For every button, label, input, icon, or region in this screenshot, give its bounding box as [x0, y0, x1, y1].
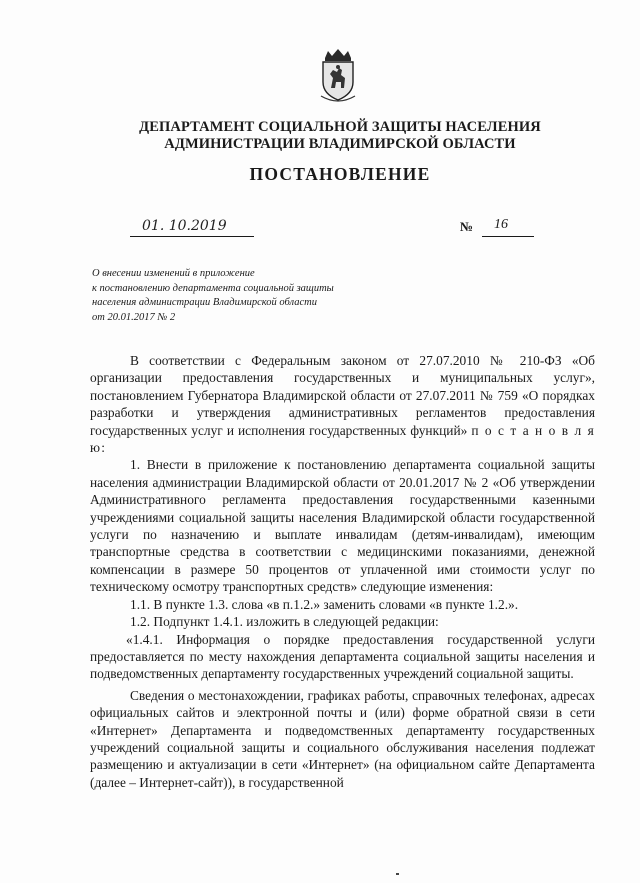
- subject-line: от 20.01.2017 № 2: [92, 311, 176, 323]
- document-number: 16: [494, 217, 508, 232]
- document-date: 01. 10.2019: [142, 218, 227, 234]
- decree-word: п о с т а н о в л я ю:: [90, 422, 595, 456]
- document-type-title: ПОСТАНОВЛЕНИЕ: [249, 164, 431, 184]
- preamble-paragraph: [90, 352, 595, 456]
- subject-line: О внесении изменений в приложение: [92, 268, 255, 279]
- item-1-paragraph: 1. Внести в приложение к постановлению департамента социальной защиты населения администрации Владимирской области от 20.01.2017 № 2 «Об утверждении Административного регламента предоставления государственными казенными учреждениями социальной защиты населения Владимирской области государственной услуги по назначению и выплате инвалидам (детям-инвалидам), имеющим транспортные средства в соответствии с медицинскими показаниями, денежной компенсации в размере 50 процентов от уплаченной ими стоимости услуг по техническому осмотру транспортных средств» следующие изменения:: [90, 457, 595, 595]
- item-1-2-paragraph: 1.2. Подпункт 1.4.1. изложить в следующей редакции:: [130, 614, 439, 630]
- department-name-line1: ДЕПАРТАМЕНТ СОЦИАЛЬНОЙ ЗАЩИТЫ НАСЕЛЕНИЯ: [139, 119, 541, 135]
- item-1-1-paragraph: 1.1. В пункте 1.3. слова «в п.1.2.» заменить словами «в пункте 1.2.».: [130, 596, 519, 612]
- preamble-text: В соответствии с Федеральным законом от 27.07.2010 № 210-ФЗ «Об организации предоставления государственных и муниципальных услуг», постановлением Губернатора Владимирской области от 27.07.2011 № 759 «О порядках разработки и утверждения административных регламентов предоставления государственных услуг и исполнения государственных функций»: [90, 353, 595, 438]
- subject-line: населения администрации Владимирской области: [92, 297, 317, 308]
- info-paragraph: Сведения о местонахождении, графиках работы, справочных телефонах, адресах официальных сайтов и электронной почты и (или) форме обратной связи в сети «Интернет» Департамента и подведомственных департаменту государственных учреждений социальной защиты и социального обслуживания населения подлежат размещению и актуализации в сети «Интернет» (на официальном сайте Департамента (далее – Интернет-сайт)), в государственной: [90, 687, 595, 790]
- coat-of-arms-icon: [317, 48, 359, 104]
- department-name-line2: АДМИНИСТРАЦИИ ВЛАДИМИРСКОЙ ОБЛАСТИ: [164, 136, 516, 152]
- number-label: №: [460, 219, 474, 234]
- document-subject: [92, 267, 392, 325]
- date-field: [130, 220, 254, 237]
- subject-line: к постановлению департамента социальной защиты: [92, 282, 334, 294]
- number-field: [482, 217, 534, 237]
- item-1-4-1-paragraph: «1.4.1. Информация о порядке предоставления государственной услуги предоставляется по месту нахождения департамента социальной защиты населения и подведомственных департаменту государственных учреждений социальной защиты.: [90, 631, 595, 682]
- scan-artifact: [396, 873, 399, 875]
- document-body: [90, 352, 595, 791]
